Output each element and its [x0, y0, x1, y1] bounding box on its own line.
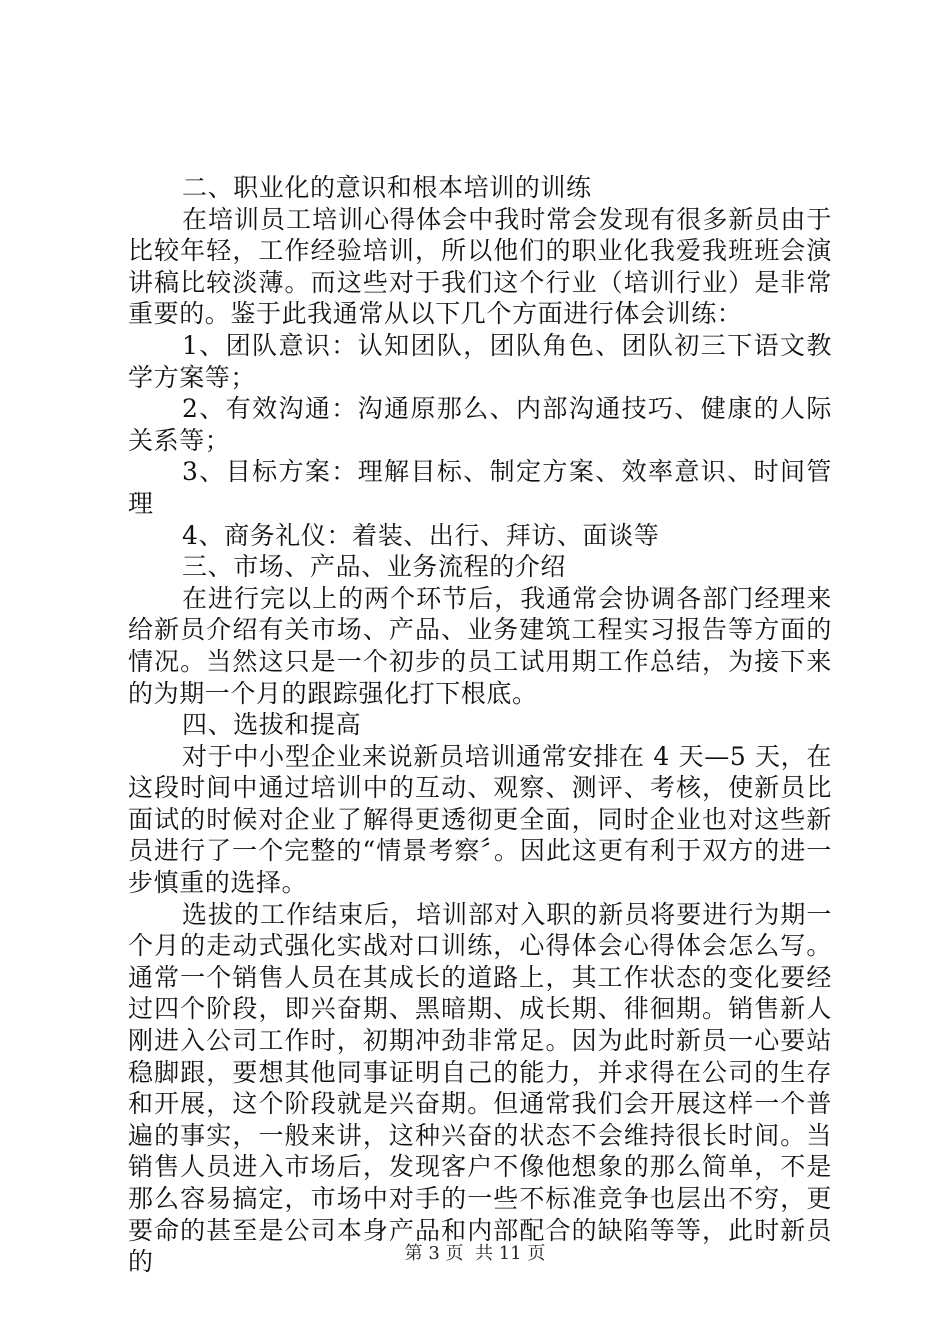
page-footer [0, 1243, 950, 1265]
list-item: 3、目标方案：理解目标、制定方案、效率意识、时间管理 [128, 457, 832, 518]
paragraph: 在进行完以上的两个环节后，我通常会协调各部门经理来给新员介绍有关市场、产品、业务建筑工程实习报告等方面的情况。当然这只是一个初步的员工试用期工作总结，为接下来的为期一个月的跟踪强化打下根底。 [128, 583, 832, 708]
list-item: 2、有效沟通：沟通原那么、内部沟通技巧、健康的人际关系等； [128, 394, 832, 455]
page-number: 第 3 页 [404, 1243, 464, 1264]
page-total: 共 11 页 [475, 1243, 546, 1264]
list-item: 1、团队意识：认知团队，团队角色、团队初三下语文教学方案等； [128, 330, 832, 392]
list-item: 4、商务礼仪：着装、出行、拜访、面谈等 [182, 520, 660, 550]
document-body [128, 172, 832, 1278]
paragraph: 对于中小型企业来说新员培训通常安排在 4 天—5 天，在这段时间中通过培训中的互动、观察、测评、考核，使新员比面试的时候对企业了解得更透彻更全面，同时企业也对这些新员进行了一个完整的“情景考察〞。因此这更有利于双方的进一步慎重的选择。 [128, 741, 832, 898]
section-heading-professionalism: 二、职业化的意识和根本培训的训练 [182, 173, 592, 202]
section-heading-market: 三、市场、产品、业务流程的介绍 [182, 552, 567, 582]
paragraph: 在培训员工培训心得体会中我时常会发现有很多新员由于比较年轻，工作经验培训，所以他们的职业化我爱我班班会演讲稿比较淡薄。而这些对于我们这个行业（培训行业）是非常重要的。鉴于此我通常从以下几个方面进行体会训练： [128, 204, 832, 329]
paragraph: 选拔的工作结束后，培训部对入职的新员将要进行为期一个月的走动式强化实战对口训练，心得体会心得体会怎么写。通常一个销售人员在其成长的道路上，其工作状态的变化要经过四个阶段，即兴奋期、黑暗期、成长期、徘徊期。销售新人刚进入公司工作时，初期冲劲非常足。因为此时新员一心要站稳脚跟，要想其他同事证明自己的能力，并求得在公司的生存和开展，这个阶段就是兴奋期。但通常我们会开展这样一个普遍的事实，一般来讲，这种兴奋的状态不会维持很长时间。当销售人员进入市场后，发现客户不像他想象的那么简单，不是那么容易搞定，市场中对手的一些不标准竞争也层出不穷，更要命的甚至是公司本身产品和内部配合的缺陷等等，此时新员的 [128, 899, 832, 1277]
section-heading-selection: 四、选拔和提高 [182, 710, 362, 740]
